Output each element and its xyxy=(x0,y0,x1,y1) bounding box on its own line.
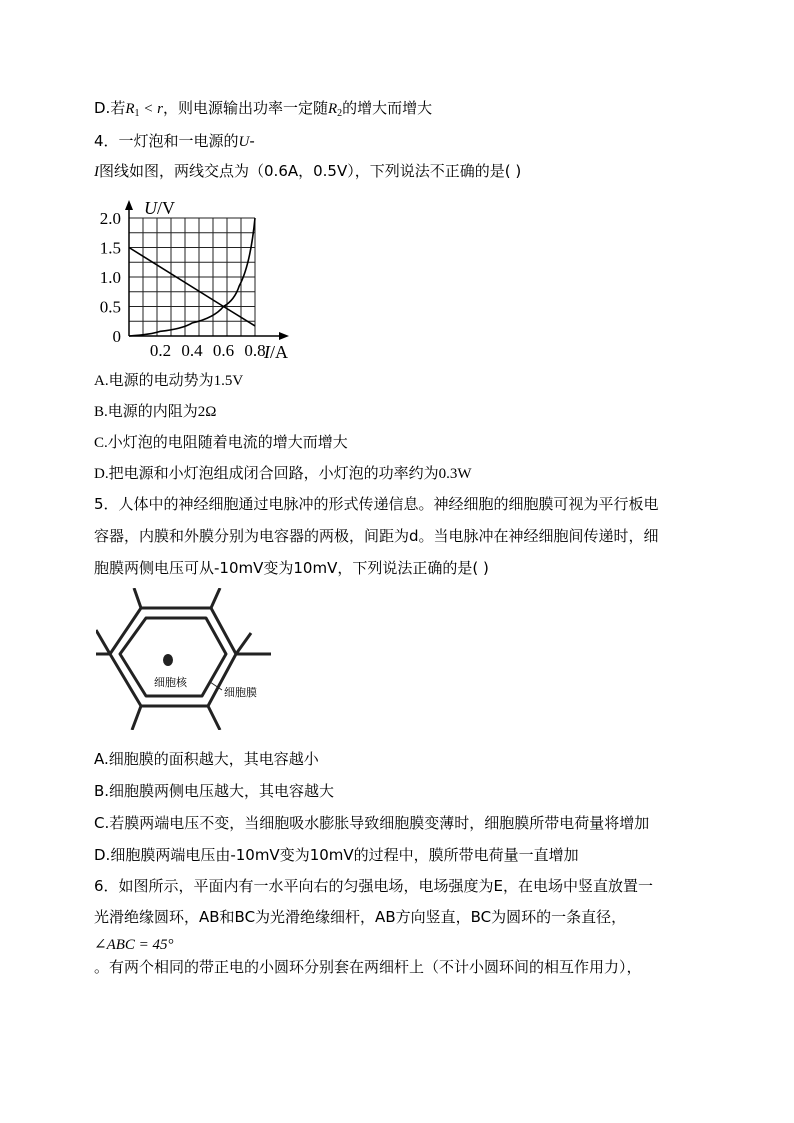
x-tick-label: 0.4 xyxy=(181,341,203,360)
q3-option-d-lt-r: < r xyxy=(139,101,163,117)
q3-option-d-mid: ，则电源输出功率一定随 xyxy=(162,99,328,117)
q5-stem-line3: 胞膜两侧电压可从-10mV变为10mV，下列说法正确的是( ) xyxy=(94,559,489,577)
q5-option-d: D.细胞膜两端电压由-10mV变为10mV的过程中，膜所带电荷量一直增加 xyxy=(94,846,579,864)
x-tick-label: 0.6 xyxy=(212,341,235,360)
y-tick-label: 2.0 xyxy=(99,209,121,228)
q5-option-a: A.细胞膜的面积越大，其电容越小 xyxy=(94,750,319,768)
q4-stem-i: I xyxy=(94,164,99,180)
membrane-label: 细胞膜 xyxy=(224,687,257,699)
q4-stem-text2: 图线如图，两线交点为（0.6A，0.5V），下列说法不正确的是( ) xyxy=(99,162,522,180)
cell-outer-membrane xyxy=(110,608,236,706)
q6-stem-line2: 光滑绝缘圆环，AB和BC为光滑绝缘细杆，AB方向竖直，BC为圆环的一条直径， xyxy=(94,908,627,926)
y-tick-label: 1.5 xyxy=(99,238,121,258)
q4-ui-chart xyxy=(94,196,314,366)
neighbor-wall-2 xyxy=(211,588,220,608)
q4-option-c: C.小灯泡的电阻随着电流的增大而增大 xyxy=(94,435,348,451)
q4-stem-line1 xyxy=(94,131,255,152)
q5-option-b: B.细胞膜两侧电压越大，其电容越大 xyxy=(94,782,335,800)
neighbor-wall-4 xyxy=(208,706,220,730)
q5-cell-figure xyxy=(96,588,296,730)
q6-stem-line1: 6．如图所示，平面内有一水平向右的匀强电场，电场强度为E，在电场中竖直放置一 xyxy=(94,877,654,895)
x-axis-arrow xyxy=(279,332,289,340)
neighbor-wall-7 xyxy=(236,633,251,654)
q6-stem-line4: 。有两个相同的带正电的小圆环分别套在两细杆上（不计小圆环间的相互作用力）， xyxy=(94,958,642,976)
q5-stem-line1: 5．人体中的神经细胞通过电脉冲的形式传递信息。神经细胞的细胞膜可视为平行板电 xyxy=(94,495,659,513)
y-axis-arrow xyxy=(125,200,133,210)
series-power-source-line xyxy=(129,248,255,326)
q4-option-b: B.电源的内阻为2Ω xyxy=(94,404,217,420)
q3-option-d-r1-sub: 1 xyxy=(134,108,140,119)
q3-option-d-r2: R xyxy=(327,101,338,117)
q4-option-a: A.电源的电动势为1.5V xyxy=(94,373,244,389)
neighbor-wall-5 xyxy=(132,706,141,730)
q4-stem-text1: 4．一灯泡和一电源的 xyxy=(94,132,239,150)
x-tick-label: 0.8 xyxy=(244,341,266,360)
cell-nucleus xyxy=(163,654,173,666)
y-tick-label: 0.5 xyxy=(99,297,121,317)
q4-option-d: D.把电源和小灯泡组成闭合回路，小灯泡的功率约为0.3W xyxy=(94,466,472,482)
nucleus-label: 细胞核 xyxy=(154,677,187,689)
q5-option-c: C.若膜两端电压不变，当细胞吸水膨胀导致细胞膜变薄时，细胞膜所带电荷量将增加 xyxy=(94,814,650,832)
neighbor-wall-1 xyxy=(134,588,141,608)
q3-option-d xyxy=(94,98,432,124)
q4-stem-line2 xyxy=(94,161,521,182)
y-axis-label: U/V xyxy=(144,198,175,218)
y-tick-label: 0 xyxy=(112,327,121,346)
q3-option-d-r2-sub: 2 xyxy=(337,108,343,119)
neighbor-wall-8 xyxy=(96,630,110,654)
q3-option-d-suffix: 的增大而增大 xyxy=(342,99,433,117)
q6-stem-line3: ∠ABC = 45° xyxy=(94,937,174,953)
x-axis-label: I/A xyxy=(264,342,288,362)
q4-stem-dash: - xyxy=(249,132,255,150)
q3-option-d-prefix: D.若 xyxy=(94,99,126,117)
y-tick-label: 1.0 xyxy=(99,268,121,287)
x-tick-label: 0.2 xyxy=(149,341,172,360)
q5-stem-line2: 容器，内膜和外膜分别为电容器的两极，间距为d。当电脉冲在神经细胞间传递时，细 xyxy=(94,527,659,545)
q4-stem-u: U xyxy=(238,134,250,150)
chart-grid xyxy=(129,218,255,336)
q3-option-d-r1: R xyxy=(125,101,135,117)
